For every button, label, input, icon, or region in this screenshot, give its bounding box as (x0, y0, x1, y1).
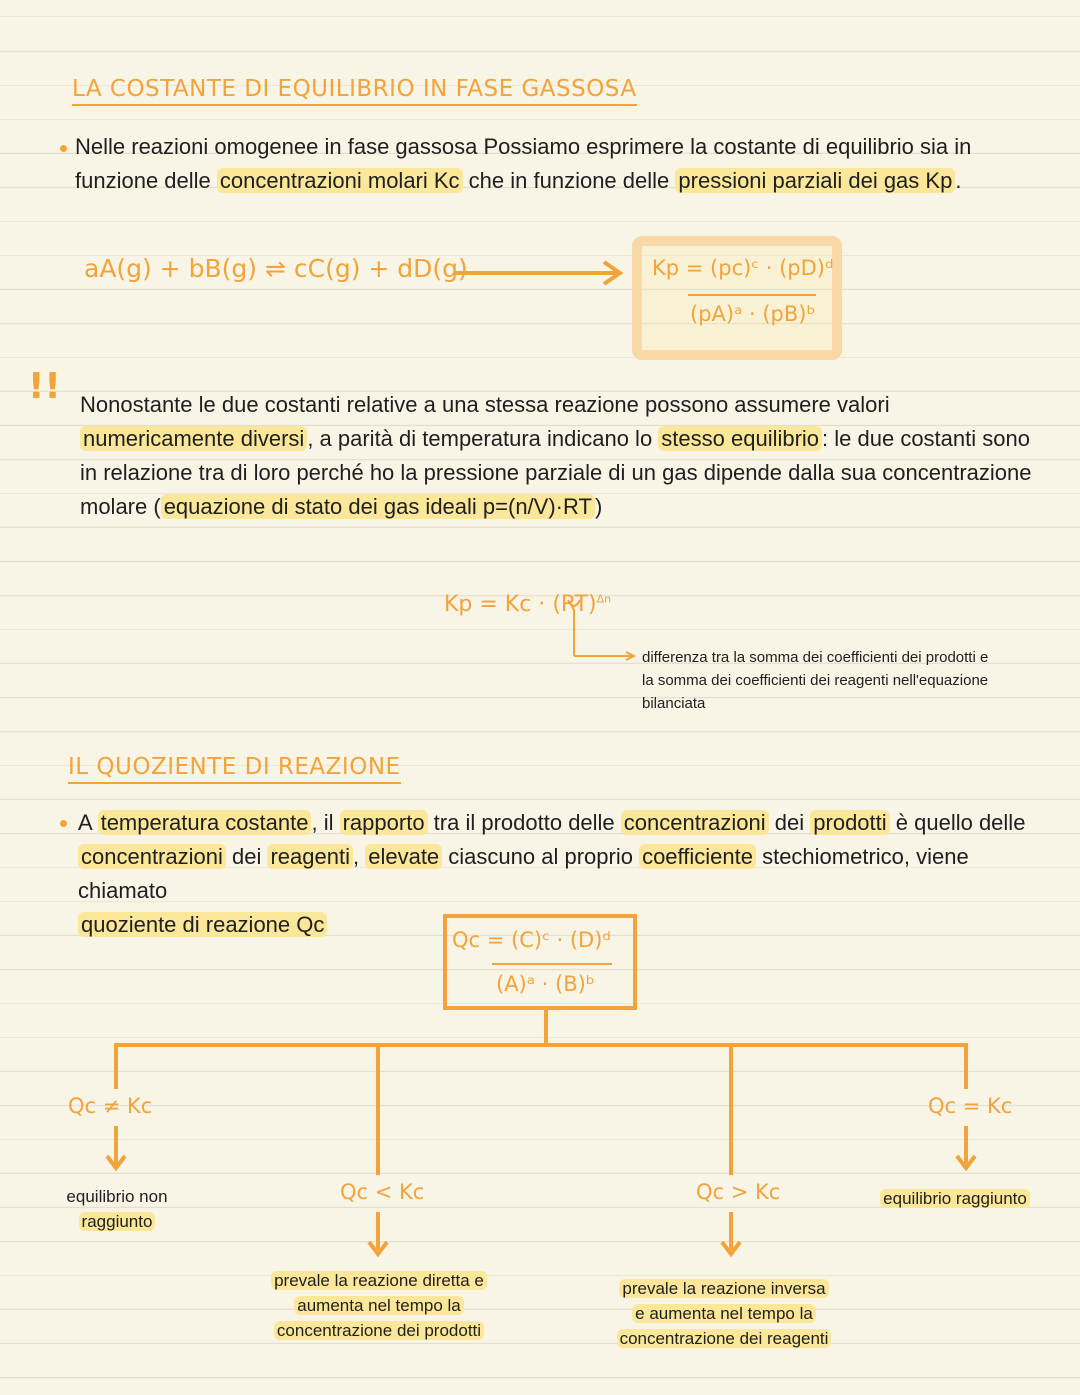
reaction-equation: aA(g) + bB(g) ⇌ cC(g) + dD(g) (84, 254, 468, 283)
arrow-down-icon (104, 1124, 128, 1174)
tree-stem (544, 1010, 548, 1046)
result-inverse-reaction: prevale la reazione inversa e aumenta nel tempo la concentrazione dei reagenti (604, 1276, 844, 1351)
intro-paragraph (75, 130, 1035, 198)
warning-mark: !! (28, 366, 61, 407)
bullet-dot (60, 145, 67, 152)
result-not-reached: equilibrio non raggiunto (66, 1187, 168, 1231)
highlight-qc: quoziente di reazione Qc (78, 912, 327, 937)
section-title-reaction-quotient: IL QUOZIENTE DI REAZIONE (68, 754, 401, 784)
highlight-kc: concentrazioni molari Kc (217, 168, 463, 193)
node-qc-gt-kc: Qc > Kc (696, 1180, 781, 1204)
highlight-kp: pressioni parziali dei gas Kp (675, 168, 955, 193)
node-qc-eq-kc: Qc = Kc (928, 1094, 1013, 1118)
kp-denominator: (pA)ᵃ · (pB)ᵇ (690, 302, 816, 326)
arrow-icon (452, 258, 628, 288)
highlight-numeric: numericamente diversi (80, 426, 307, 451)
tree-branch (114, 1043, 968, 1047)
qc-fraction-line (492, 963, 612, 965)
result-reached: equilibrio raggiunto (880, 1186, 1030, 1211)
result-direct-reaction: prevale la reazione diretta e aumenta nel tempo la concentrazione dei prodotti (254, 1268, 504, 1343)
node-qc-lt-kc: Qc < Kc (340, 1180, 425, 1204)
node-qc-neq-kc: Qc ≠ Kc (68, 1094, 153, 1118)
intro-line-1: Nelle reazioni omogenee in fase gassosa Possiamo esprimere la costante di equilibrio sia in (75, 134, 972, 159)
kp-kc-relation: Kp = Kc · (RT)$^{\Delta n}$ (444, 592, 612, 617)
quotient-paragraph: A temperatura costante , il rapporto tra il prodotto delle concentrazioni dei prodotti è quello delle concentrazioni dei reagenti , elevate ciascuno al proprio coefficiente stechiometrico, viene chiamato quoziente di reazione Qc (78, 810, 1026, 937)
annotation-connector (560, 590, 650, 670)
qc-denominator: (A)ᵃ · (B)ᵇ (496, 972, 595, 996)
highlight-same-equilibrium: stesso equilibrio (658, 426, 822, 451)
arrow-down-icon (719, 1210, 743, 1260)
warning-paragraph: Nonostante le due costanti relative a una stessa reazione possono assumere valori numericamente diversi , a parità di temperatura indicano lo stesso equilibrio : le due costanti sono in relazione tra di loro perché ho la pressione parziale di un gas dipende dalla sua concentrazione molare ( equazione di stato dei gas ideali p=(n/V)·RT ) (80, 392, 1032, 519)
kp-fraction-line (688, 294, 816, 296)
intro-line-2: funzione delle concentrazioni molari Kc che in funzione delle pressioni parziali dei gas Kp . (75, 168, 962, 193)
arrow-down-icon (366, 1210, 390, 1260)
bullet-dot (60, 820, 67, 827)
highlight-ideal-gas: equazione di stato dei gas ideali p=(n/V)·RT (161, 494, 595, 519)
arrow-down-icon (954, 1124, 978, 1174)
kp-numerator: Kp = (pc)ᶜ · (pD)ᵈ (652, 256, 834, 280)
section-title-gas-equilibrium: LA COSTANTE DI EQUILIBRIO IN FASE GASSOSA (72, 76, 637, 106)
kp-formula-box (632, 236, 842, 360)
delta-n-note: differenza tra la somma dei coefficienti dei prodotti e la somma dei coefficienti dei reagenti nell'equazione bilanciata (642, 649, 989, 712)
qc-numerator: Qc = (C)ᶜ · (D)ᵈ (452, 928, 611, 952)
